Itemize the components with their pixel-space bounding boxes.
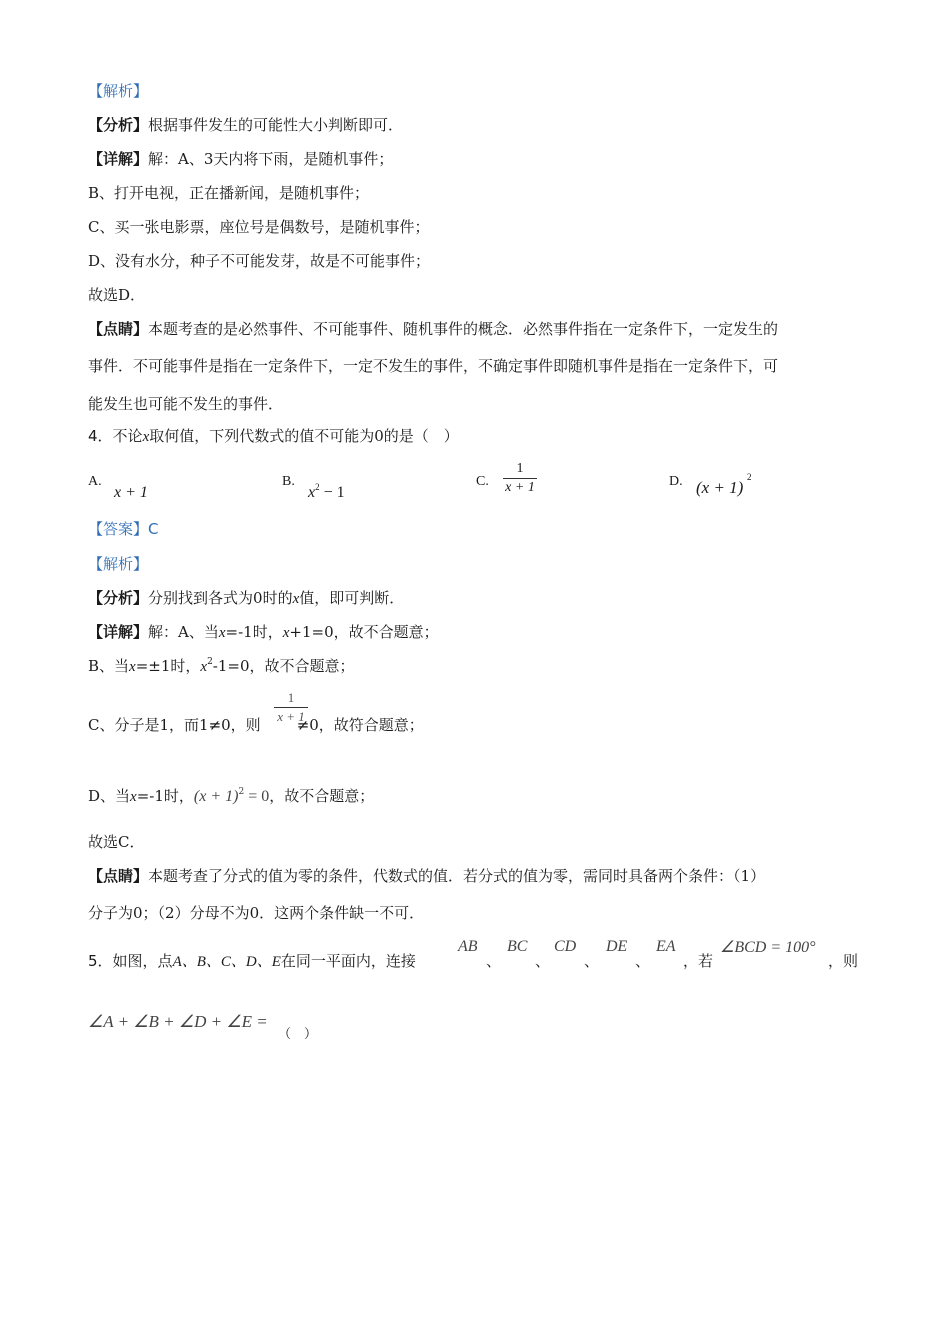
q4-line-b-a: B、当 [88, 657, 130, 675]
q4-xiangjie-c: +1=0，故不合题意； [289, 623, 439, 641]
q5-sep-2: 、 [535, 952, 551, 970]
q4-line-c-b: ≠0，故符合题意； [296, 716, 424, 734]
q4-option-c [476, 474, 489, 490]
q4-fenxi-line [88, 588, 404, 609]
q3-line-c: C、买一张电影票，座位号是偶数号，是随机事件； [88, 218, 430, 236]
q4-fenxi-c: 值，即可判断． [299, 589, 405, 607]
q4-line-d-c: ，故不合题意； [269, 787, 375, 805]
q3-fenxi-label: 【分析】 [88, 116, 149, 134]
q4-number: 4． [88, 427, 113, 445]
q4-line-d-a: D、当 [88, 787, 131, 805]
q5-paren: （ ） [278, 1027, 318, 1042]
q4-fenxi-zero: 0 [253, 589, 263, 607]
q3-dianjing-text-1: 本题考查的是必然事件、不可能事件、随机事件的概念．必然事件指在一定条件下，一定发生的 [148, 320, 779, 338]
q4-line-d-b: =-1时， [136, 787, 194, 805]
q5-stem-d: ，则 [828, 952, 859, 970]
q4-xiangjie-b: =-1时， [225, 623, 283, 641]
q4-option-c-label: C. [476, 474, 489, 489]
q4-stem-c: 的是（ ） [383, 427, 459, 445]
q4-xiangjie-a: 解：A、当 [148, 623, 219, 641]
q4-line-c-den: x + 1 [277, 709, 305, 724]
q4-stem-b: 取何值，下列代数式的值不可能为 [149, 427, 375, 445]
q4-fenxi-var: x [292, 591, 300, 607]
q3-xiangjie-line [88, 149, 393, 169]
q4-dianjing-label: 【点睛】 [88, 867, 149, 885]
q4-option-a [88, 474, 148, 501]
q5-seg-ab: AB [458, 938, 478, 955]
q4-line-b-c: -1=0，故不合题意； [212, 657, 355, 675]
q4-option-b-base: x [308, 484, 316, 501]
q4-answer-label: 【答案】 [88, 520, 149, 538]
q3-fenxi-line [88, 115, 403, 135]
q4-line-b-var-1: x [129, 659, 136, 675]
q4-option-a-expr: x + 1 [114, 484, 148, 501]
q4-fenxi-a: 分别找到各式为 [148, 589, 254, 607]
q4-answer-line [88, 519, 159, 539]
q4-fenxi-label: 【分析】 [88, 589, 149, 607]
q4-line-d [88, 786, 374, 809]
q4-line-d-var: x [130, 789, 137, 805]
q4-fenxi-b: 时的 [262, 589, 293, 607]
q5-seg-bc: BC [507, 938, 528, 955]
q5-number: 5． [88, 952, 113, 970]
q5-stem-c: ，若 [683, 952, 714, 970]
q5-sep-1: 、 [486, 952, 502, 970]
q4-option-b-expr [308, 484, 345, 502]
q4-option-c-fraction [503, 461, 537, 496]
q4-stem [88, 426, 459, 447]
q4-option-d-expr: (x + 1) [696, 478, 744, 497]
q4-xiangjie-label: 【详解】 [88, 623, 149, 641]
q4-stem-zero: 0 [374, 427, 384, 445]
q4-line-d-eq: = 0 [244, 788, 270, 805]
q4-xiangjie-var-1: x [218, 625, 226, 641]
q4-option-a-label: A. [88, 474, 102, 489]
q4-line-d-expr: (x + 1) [193, 788, 239, 805]
q5-stem-b: 在同一平面内，连接 [280, 952, 416, 970]
q4-conclusion: 故选C． [88, 833, 145, 851]
q3-xiangjie-label: 【详解】 [88, 150, 149, 168]
q4-xiangjie-line [88, 622, 439, 643]
q3-conclusion: 故选D． [88, 286, 146, 304]
q4-option-d-exp: 2 [747, 472, 752, 482]
q4-option-b [282, 474, 345, 501]
q5-seg-de: DE [606, 938, 628, 955]
q4-line-c-a: C、分子是1，而1≠0，则 [88, 716, 261, 734]
q3-line-d: D、没有水分，种子不可能发芽，故是不可能事件； [88, 252, 431, 270]
q3-fenxi-text: 根据事件发生的可能性大小判断即可． [148, 116, 404, 134]
q5-stem [88, 951, 416, 972]
q4-option-b-label: B. [282, 474, 295, 489]
q4-option-d [669, 472, 752, 497]
q4-option-b-exp: 2 [315, 482, 320, 492]
q4-stem-a: 不论 [112, 427, 143, 445]
q4-option-c-den: x + 1 [505, 480, 535, 495]
q5-sep-3: 、 [584, 952, 600, 970]
q5-points: A、B、C、D、E [172, 954, 281, 970]
q4-line-c-num: 1 [287, 690, 295, 705]
q5-stem-a: 如图，点 [112, 952, 173, 970]
q4-dianjing-line-2: 分子为0；（2）分母不为0．这两个条件缺一不可． [88, 904, 425, 922]
q3-dianjing-line-2: 事件．不可能事件是指在一定条件下，一定不发生的事件，不确定事件即随机事件是指在一定条件下，可 [88, 357, 779, 375]
q4-line-b [88, 656, 355, 679]
q4-option-d-label: D. [669, 474, 683, 489]
q4-line-b-b: =±1时， [135, 657, 201, 675]
q3-dianjing-label: 【点睛】 [88, 320, 149, 338]
q4-option-b-rest: − 1 [319, 484, 345, 501]
q5-seg-cd: CD [554, 938, 577, 955]
q4-xiangjie-var-2: x [282, 625, 290, 641]
q4-dianjing-text-1: 本题考查了分式的值为零的条件，代数式的值．若分式的值为零，需同时具备两个条件：（1） [148, 867, 766, 885]
q5-sep-4: 、 [635, 952, 651, 970]
q4-answer-value: C [148, 520, 159, 538]
q4-option-c-bar [503, 478, 537, 479]
q3-line-b: B、打开电视，正在播新闻，是随机事件； [88, 184, 370, 202]
q4-line-b-exp: 2 [207, 657, 213, 667]
q4-option-c-num: 1 [516, 461, 524, 476]
q4-dianjing-line-1 [88, 866, 765, 886]
q4-jiexi-label: 【解析】 [88, 555, 149, 573]
q5-angle-sum: ∠A + ∠B + ∠D + ∠E = [88, 1012, 268, 1031]
q3-xiangjie-text: 解：A、3天内将下雨，是随机事件； [148, 150, 394, 168]
q4-stem-var: x [142, 429, 150, 445]
q4-line-c-bar [274, 707, 308, 708]
q3-dianjing-line-3: 能发生也可能不发生的事件． [88, 395, 284, 413]
q5-angle-bcd: ∠BCD = 100° [720, 939, 816, 956]
q4-line-c-fraction [274, 690, 308, 725]
q4-line-d-exp: 2 [238, 787, 245, 797]
q5-seg-ea: EA [656, 938, 676, 955]
q4-line-b-var-2: x [200, 659, 208, 675]
q4-line-c [88, 715, 424, 735]
q3-dianjing-line-1 [88, 319, 778, 339]
q3-jiexi-label: 【解析】 [88, 82, 149, 100]
